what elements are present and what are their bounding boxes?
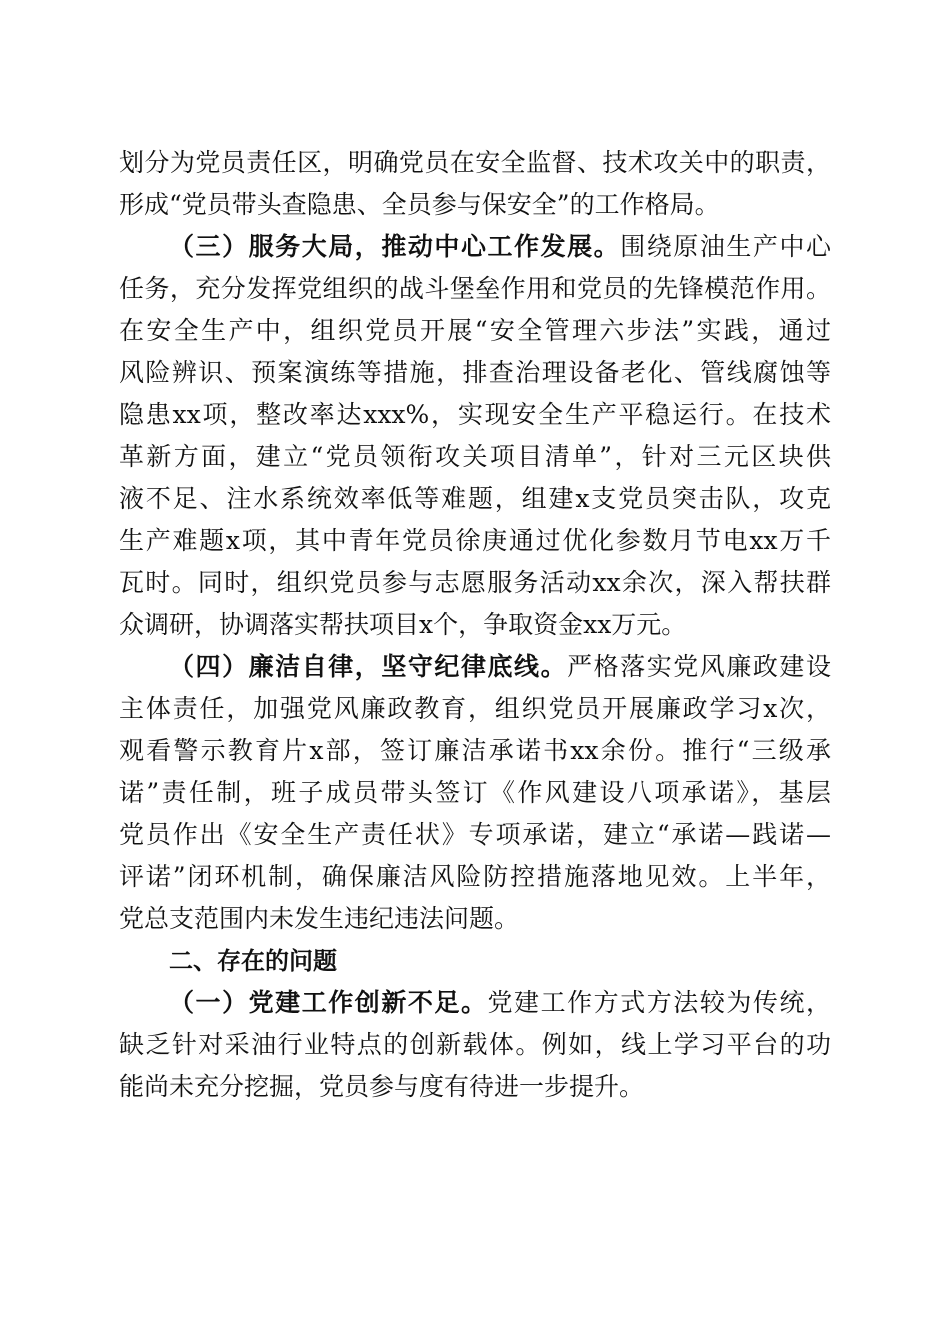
paragraph-text: 围绕原油生产中心	[620, 232, 831, 261]
section-heading: 二、存在的问题	[169, 947, 337, 975]
text-line: 隐患xx项，整改率达xxx%，实现安全生产平稳运行。在技术	[119, 400, 831, 429]
text-line: 党总支范围内未发生违纪违法问题。	[119, 904, 520, 933]
text-line: 革新方面，建立“党员领衔攻关项目清单”，针对三元区块供	[119, 442, 831, 471]
text-line: 缺乏针对采油行业特点的创新载体。例如，线上学习平台的功	[119, 1030, 831, 1059]
text-line: 在安全生产中，组织党员开展“安全管理六步法”实践，通过	[119, 316, 831, 345]
text-line: 能尚未充分挖掘，党员参与度有待进一步提升。	[119, 1072, 645, 1101]
text-line: 液不足、注水系统效率低等难题，组建x支党员突击队，攻克	[119, 484, 831, 513]
paragraph-lead: （三）服务大局，推动中心工作发展。	[169, 232, 621, 261]
text-line: 主体责任，加强党风廉政教育，组织党员开展廉政学习x次，	[119, 694, 831, 723]
text-line: 划分为党员责任区，明确党员在安全监督、技术攻关中的职责，	[119, 148, 831, 177]
document-body	[119, 142, 831, 1108]
paragraph-first-line	[119, 982, 831, 1024]
text-line: 党员作出《安全生产责任状》专项承诺，建立“承诺—践诺—	[119, 820, 831, 849]
text-line: 评诺”闭环机制，确保廉洁风险防控措施落地见效。上半年，	[119, 862, 831, 891]
text-line: 任务，充分发挥党组织的战斗堡垒作用和党员的先锋模范作用。	[119, 274, 831, 303]
text-line: 生产难题x项，其中青年党员徐庚通过优化参数月节电xx万千	[119, 526, 831, 555]
paragraph-text: 严格落实党风廉政建设	[567, 652, 831, 681]
text-line: 诺”责任制，班子成员带头签订《作风建设八项承诺》，基层	[119, 778, 831, 807]
text-line: 观看警示教育片x部，签订廉洁承诺书xx余份。推行“三级承	[119, 736, 831, 765]
text-line: 风险辨识、预案演练等措施，排查治理设备老化、管线腐蚀等	[119, 358, 831, 387]
text-line: 形成“党员带头查隐患、全员参与保安全”的工作格局。	[119, 190, 720, 219]
paragraph-first-line	[119, 226, 831, 268]
paragraph-lead: （一）党建工作创新不足。	[169, 988, 488, 1017]
paragraph-text: 党建工作方式方法较为传统，	[487, 988, 831, 1017]
text-line: 瓦时。同时，组织党员参与志愿服务活动xx余次，深入帮扶群	[119, 568, 831, 597]
paragraph-first-line	[119, 646, 831, 688]
paragraph-lead: （四）廉洁自律，坚守纪律底线。	[169, 652, 568, 681]
text-line: 众调研，协调落实帮扶项目x个，争取资金xx万元。	[119, 610, 687, 639]
